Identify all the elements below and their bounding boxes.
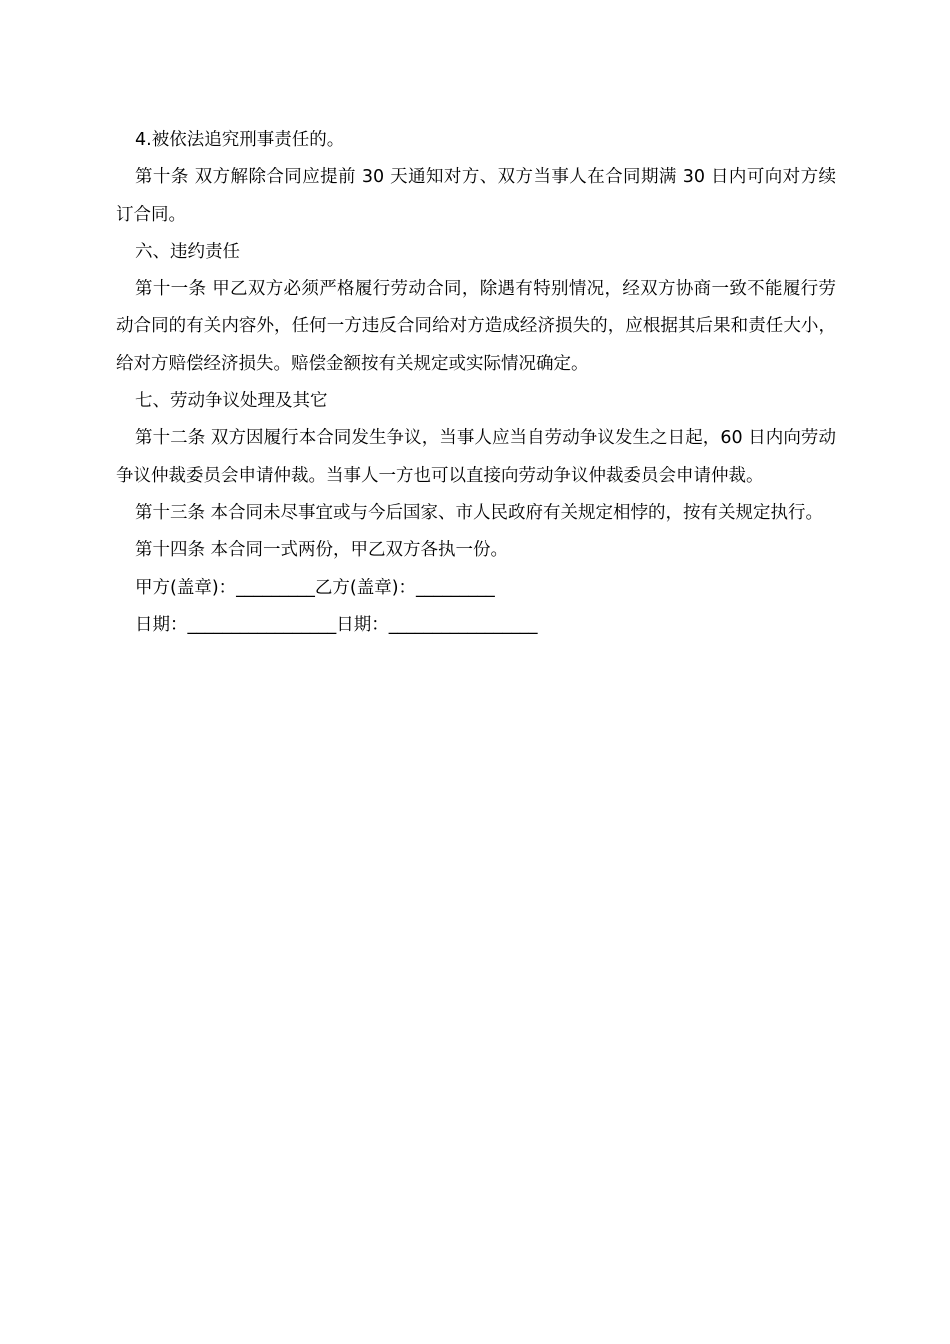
article-10: 第十条 双方解除合同应提前 30 天通知对方、双方当事人在合同期满 30 日内可向对方续订合同。 — [116, 167, 836, 225]
document-body — [116, 122, 836, 644]
signature-line: 甲方(盖章)：_________乙方(盖章)：_________ — [135, 577, 495, 598]
article-12: 第十二条 双方因履行本合同发生争议，当事人应当自劳动争议发生之日起，60 日内向劳动争议仲裁委员会申请仲裁。当事人一方也可以直接向劳动争议仲裁委员会申请仲裁。 — [116, 428, 836, 486]
article-13: 第十三条 本合同未尽事宜或与今后国家、市人民政府有关规定相悖的，按有关规定执行。 — [135, 502, 824, 523]
article-11: 第十一条 甲乙双方必须严格履行劳动合同，除遇有特别情况，经双方协商一致不能履行劳动合同的有关内容外，任何一方违反合同给对方造成经济损失的，应根据其后果和责任大小，给对方赔偿经济损失。赔偿金额按有关规定或实际情况确定。 — [116, 279, 836, 374]
article-14: 第十四条 本合同一式两份，甲乙双方各执一份。 — [135, 540, 509, 561]
section-heading-breach-liability: 六、违约责任 — [135, 241, 240, 262]
section-heading-dispute-resolution: 七、劳动争议处理及其它 — [135, 391, 328, 412]
date-line: 日期：_________________日期：_________________ — [135, 614, 538, 635]
clause-item-4: 4.被依法追究刑事责任的。 — [135, 130, 345, 150]
